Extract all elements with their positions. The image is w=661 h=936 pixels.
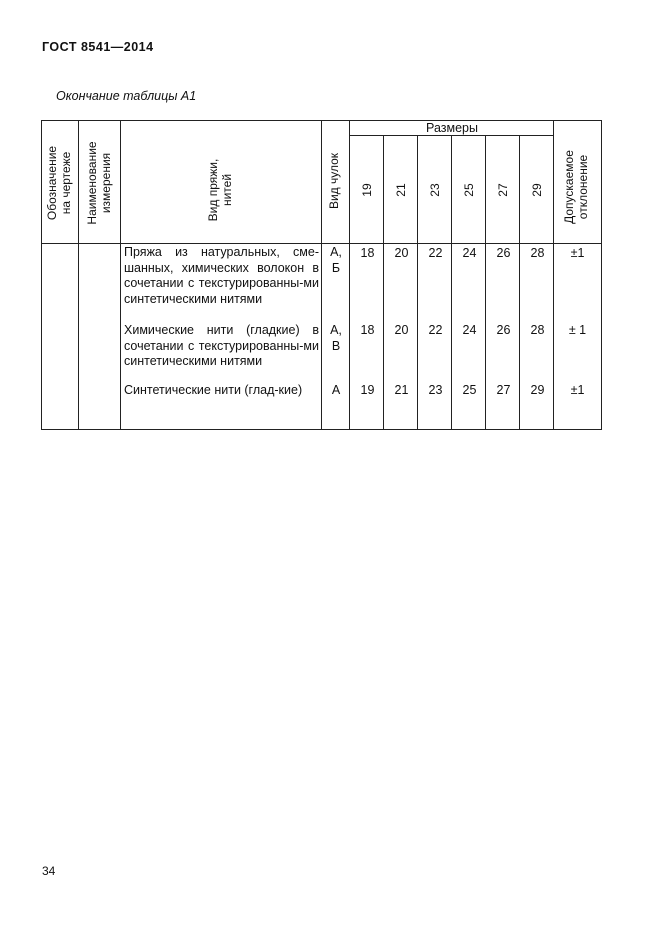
row-size-value: 20 bbox=[394, 323, 409, 337]
page-number: 34 bbox=[42, 864, 56, 878]
header-size: 25 bbox=[462, 183, 476, 197]
header-size: 27 bbox=[496, 183, 510, 197]
row-yarn-description: Пряжа из натуральных, сме-шанных, химических волокон в сочетании с текстурированны-ми синтетическими нитями bbox=[124, 245, 319, 306]
row-size-value: 24 bbox=[462, 246, 477, 260]
row-yarn-description: Химические нити (гладкие) в сочетании с текстурированны-ми синтетическими нитями bbox=[124, 323, 319, 368]
header-size: 21 bbox=[394, 183, 408, 197]
row-size-value: 21 bbox=[394, 383, 409, 397]
header-bottom-divider bbox=[41, 243, 602, 244]
row-size-value: 18 bbox=[360, 246, 375, 260]
header-size: 19 bbox=[360, 183, 374, 197]
header-stocking-type: Вид чулок bbox=[327, 152, 341, 210]
row-size-value: 23 bbox=[428, 383, 443, 397]
row-size-value: 22 bbox=[428, 246, 443, 260]
row-size-value: 24 bbox=[462, 323, 477, 337]
header-size: 23 bbox=[428, 183, 442, 197]
row-size-value: 26 bbox=[496, 246, 511, 260]
row-size-value: 26 bbox=[496, 323, 511, 337]
header-sizes-group: Размеры bbox=[426, 121, 478, 135]
row-stocking-type: А bbox=[331, 383, 341, 397]
row-size-value: 29 bbox=[530, 383, 545, 397]
row-size-value: 20 bbox=[394, 246, 409, 260]
sizes-table bbox=[41, 120, 602, 430]
row-size-value: 28 bbox=[530, 246, 545, 260]
row-deviation: ± 1 bbox=[568, 323, 587, 337]
row-size-value: 22 bbox=[428, 323, 443, 337]
header-designation: Обозначение на чертеже bbox=[45, 145, 73, 221]
row-deviation: ±1 bbox=[570, 383, 585, 397]
header-deviation: Допускаемое отклонение bbox=[562, 150, 590, 224]
col-divider bbox=[78, 120, 79, 430]
document-title: ГОСТ 8541—2014 bbox=[42, 40, 154, 54]
sizes-header-divider bbox=[350, 135, 553, 136]
col-divider bbox=[120, 120, 121, 430]
row-yarn-description: Синтетические нити (глад-кие) bbox=[124, 383, 303, 397]
table-caption: Окончание таблицы А1 bbox=[56, 89, 197, 103]
row-stocking-type: А, Б bbox=[330, 245, 342, 275]
header-size: 29 bbox=[530, 183, 544, 197]
row-stocking-type: А, В bbox=[330, 323, 342, 353]
row-size-value: 19 bbox=[360, 383, 375, 397]
row-size-value: 28 bbox=[530, 323, 545, 337]
row-deviation: ±1 bbox=[570, 246, 585, 260]
header-measurement-name: Наименование измерения bbox=[85, 141, 113, 225]
row-size-value: 18 bbox=[360, 323, 375, 337]
header-yarn-type: Вид пряжи, нитей bbox=[206, 158, 234, 222]
row-size-value: 27 bbox=[496, 383, 511, 397]
row-size-value: 25 bbox=[462, 383, 477, 397]
